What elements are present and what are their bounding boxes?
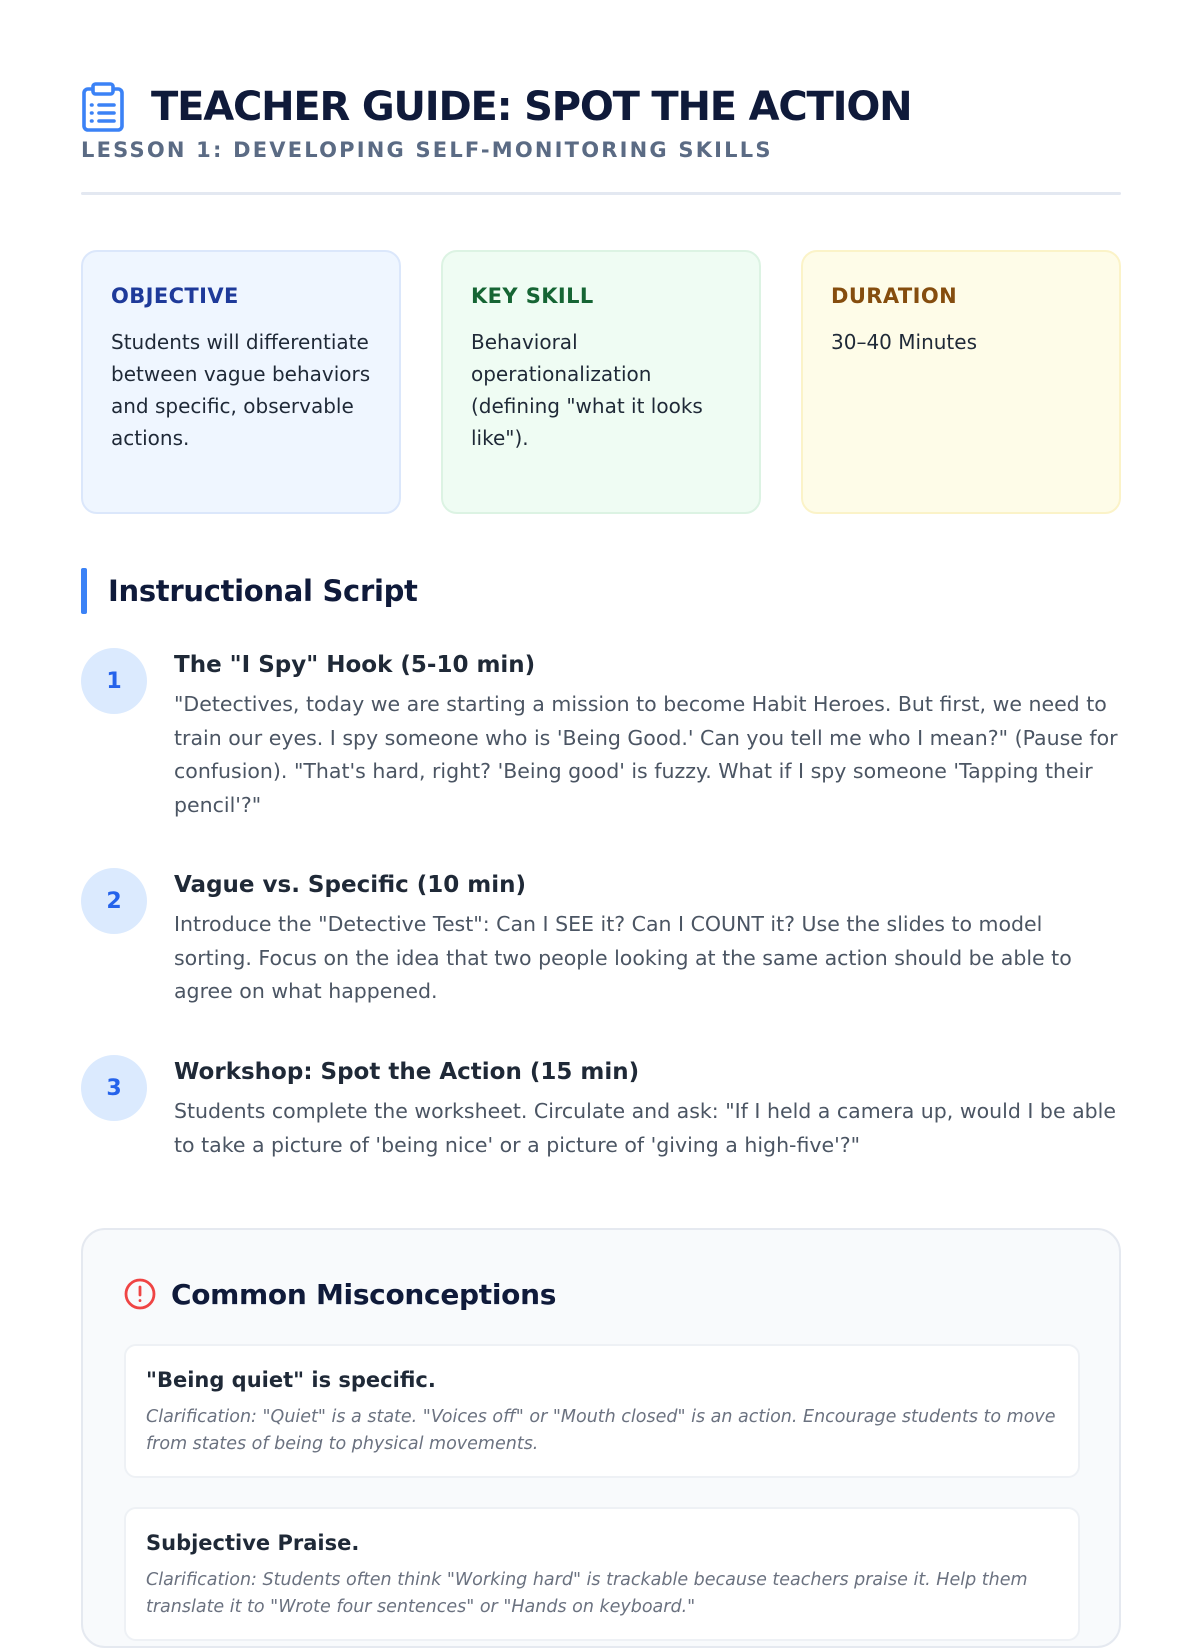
objective-text: Students will differentiate between vague behaviors and specific, observable actions. <box>111 330 371 450</box>
alert-circle-icon <box>123 1277 157 1311</box>
misconception-claim: "Being quiet" is specific. <box>146 1368 436 1392</box>
misconception-claim: Subjective Praise. <box>146 1531 360 1555</box>
objective-card <box>81 250 401 514</box>
page-title: TEACHER GUIDE: SPOT THE ACTION <box>151 84 912 130</box>
page-header <box>81 80 1121 166</box>
step-text: "Detectives, today we are starting a mission to become Habit Heroes. But first, we need to train our eyes. I spy someone who is 'Being Good.' Can you tell me who I mean?" (Pause for confusion). "That's hard, right? 'Being good' is fuzzy. What if I spy someone 'Tapping their pencil'?" <box>174 692 1118 817</box>
key-skill-label: KEY SKILL <box>471 284 594 308</box>
misconceptions-panel <box>81 1228 1121 1648</box>
misconceptions-heading <box>123 1274 556 1314</box>
step-text: Students complete the worksheet. Circulate and ask: "If I held a camera up, would I be able to take a picture of 'being nice' or a picture of 'giving a high-five'?" <box>174 1099 1116 1157</box>
duration-text: 30–40 Minutes <box>831 330 977 354</box>
page-subtitle: LESSON 1: DEVELOPING SELF-MONITORING SKILLS <box>81 138 773 162</box>
step-number-badge: 3 <box>81 1055 147 1121</box>
misconceptions-title: Common Misconceptions <box>171 1277 557 1311</box>
step-number-badge: 2 <box>81 868 147 934</box>
key-skill-card <box>441 250 761 514</box>
step-title: Workshop: Spot the Action (15 min) <box>174 1059 640 1085</box>
step-body <box>174 1055 1121 1162</box>
key-skill-text: Behavioral operationalization (defining "what it looks like"). <box>471 330 703 450</box>
misconception-card <box>124 1507 1080 1641</box>
misconception-clarification: Clarification: "Quiet" is a state. "Voices off" or "Mouth closed" is an action. Encourage students to move from states of being to physical movements. <box>146 1407 1056 1454</box>
section-accent-bar <box>81 568 87 614</box>
duration-label: DURATION <box>831 284 958 308</box>
objective-label: OBJECTIVE <box>111 284 239 308</box>
step-text: Introduce the "Detective Test": Can I SEE it? Can I COUNT it? Use the slides to model sorting. Focus on the idea that two people looking at the same action should be able to agree on what happened. <box>174 912 1072 1003</box>
misconception-card <box>124 1344 1080 1478</box>
header-divider <box>81 192 1121 195</box>
script-step <box>81 868 1121 1009</box>
step-title: Vague vs. Specific (10 min) <box>174 872 527 898</box>
script-step <box>81 648 1121 822</box>
step-title: The "I Spy" Hook (5-10 min) <box>174 652 536 678</box>
title-row <box>81 80 1121 134</box>
step-body <box>174 868 1121 1009</box>
step-body <box>174 648 1121 822</box>
instructional-script-heading <box>81 568 418 614</box>
duration-card <box>801 250 1121 514</box>
section-title: Instructional Script <box>108 574 418 608</box>
step-number-badge: 1 <box>81 648 147 714</box>
misconception-clarification: Clarification: Students often think "Working hard" is trackable because teachers praise it. Help them translate it to "Wrote four sentences" or "Hands on keyboard." <box>146 1570 1028 1617</box>
info-cards <box>81 250 1121 514</box>
script-step <box>81 1055 1121 1162</box>
clipboard-list-icon <box>81 80 127 134</box>
